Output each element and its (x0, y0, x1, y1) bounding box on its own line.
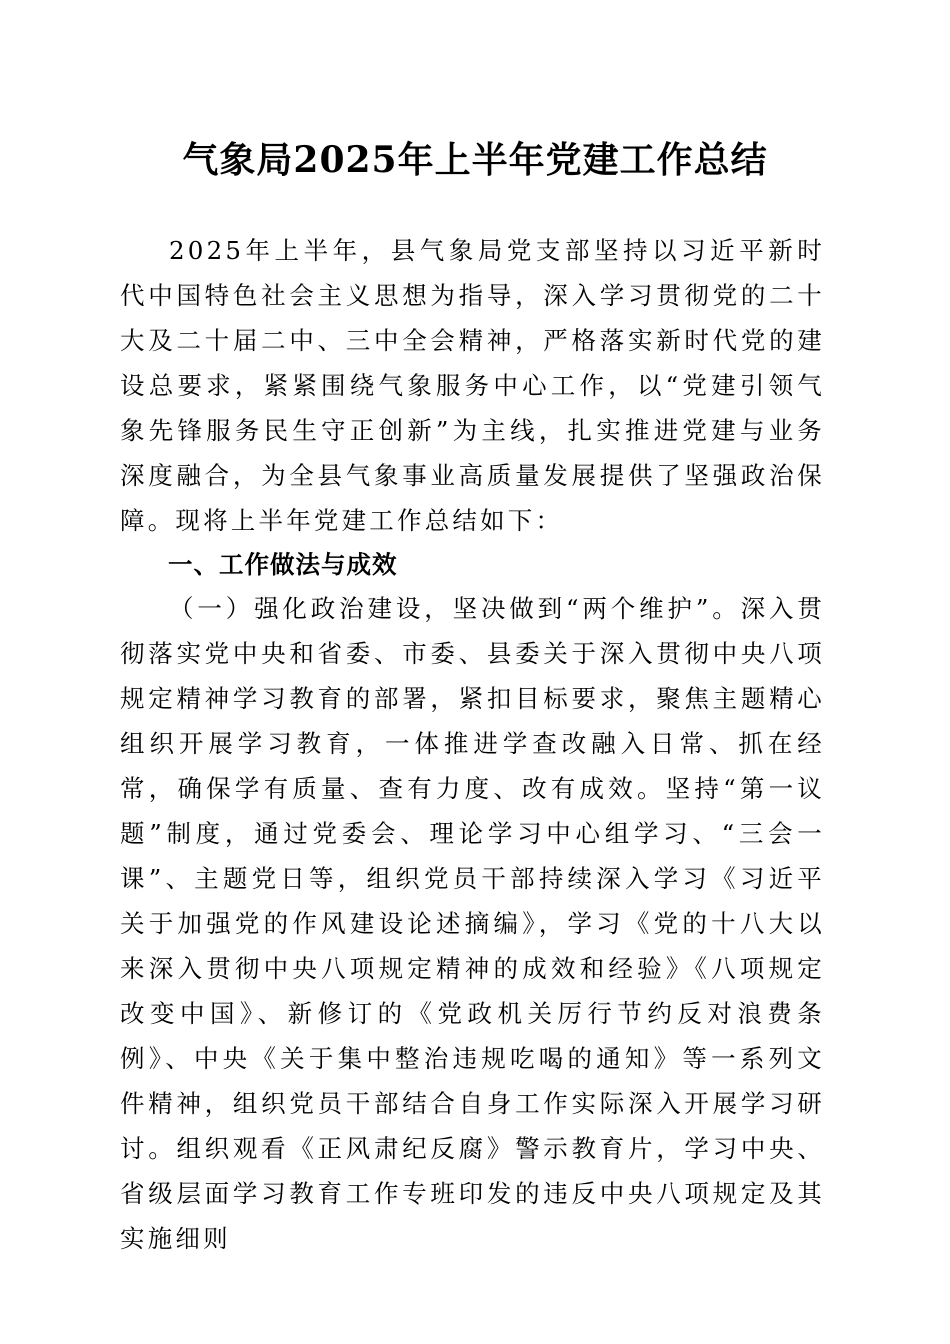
intro-paragraph: 2025年上半年，县气象局党支部坚持以习近平新时代中国特色社会主义思想为指导，深入学习贯彻党的二十大及二十届二中、三中全会精神，严格落实新时代党的建设总要求，紧紧围绕气象服务中心工作，以“党建引领气象先锋服务民生守正创新”为主线，扎实推进党建与业务深度融合，为全县气象事业高质量发展提供了坚强政治保障。现将上半年党建工作总结如下： (120, 236, 825, 535)
subsection-body: 深入贯彻落实党中央和省委、市委、县委关于深入贯彻中央八项规定精神学习教育的部署，紧扣目标要求，聚焦主题精心组织开展学习教育，一体推进学查改融入日常、抓在经常，确保学有质量、查有力度、改有成效。坚持“第一议题”制度，通过党委会、理论学习中心组学习、“三会一课”、主题党日等，组织党员干部持续深入学习《习近平关于加强党的作风建设论述摘编》，学习《党的十八大以来深入贯彻中央八项规定精神的成效和经验》《八项规定改变中国》、新修订的《党政机关厉行节约反对浪费条例》、中央《关于集中整治违规吃喝的通知》等一系列文件精神，组织党员干部结合自身工作实际深入开展学习研讨。组织观看《正风肃纪反腐》警示教育片，学习中央、省级层面学习教育工作专班印发的违反中央八项规定及其实施细则 (120, 594, 825, 1253)
subsection-paragraph (120, 586, 825, 1261)
subsection-paragraph-block (120, 586, 825, 1261)
intro-paragraph-block (120, 228, 825, 543)
section-heading: 一、工作做法与成效 (168, 550, 398, 579)
document-title: 气象局2025年上半年党建工作总结 (182, 139, 768, 181)
subsection-lead: （一）强化政治建设，坚决做到“两个维护”。 (169, 594, 741, 623)
